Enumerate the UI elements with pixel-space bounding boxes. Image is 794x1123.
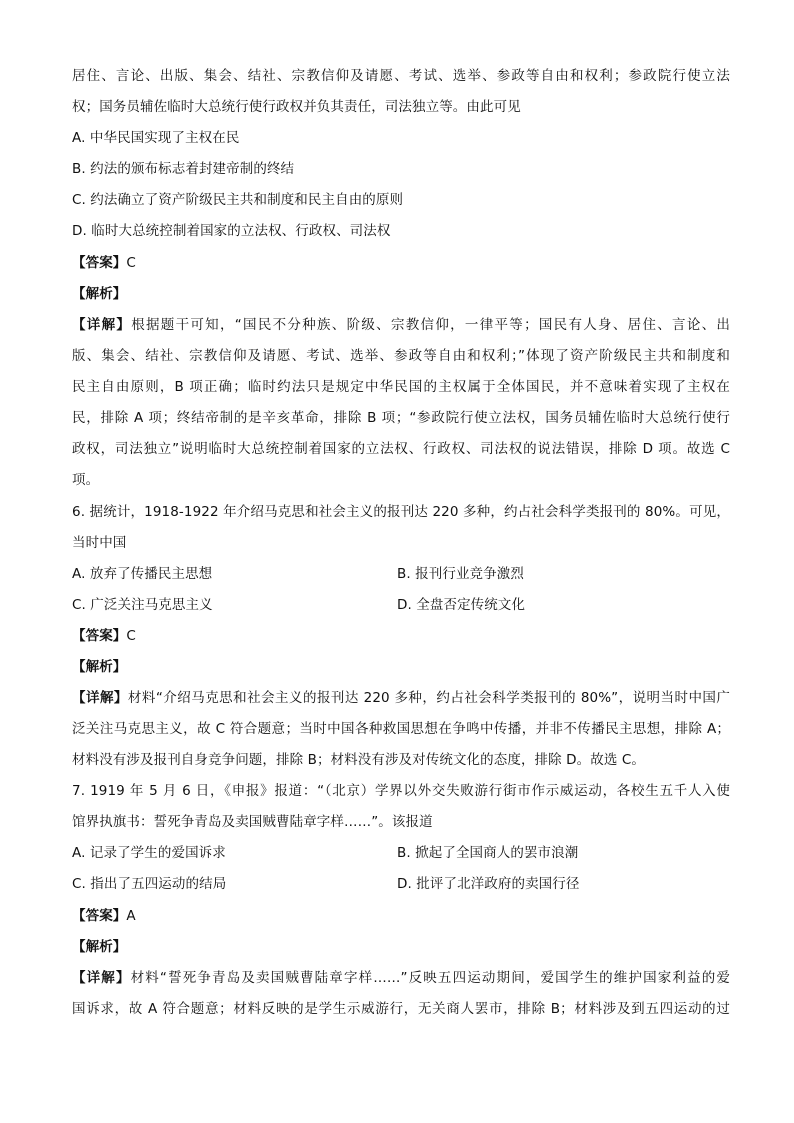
answer-label: 【答案】 <box>72 255 127 271</box>
answer-value: C <box>126 255 136 271</box>
q5-option-d: D. 临时大总统控制着国家的立法权、行政权、司法权 <box>72 223 391 239</box>
q7-stem-line-2: 馆界执旗书：誓死争青岛及卖国贼曹陆章字样……”。该报道 <box>72 814 433 830</box>
q5-analysis-label: 【解析】 <box>72 286 127 302</box>
q7-detail-line-1 <box>72 968 730 988</box>
q6-option-d: D. 全盘否定传统文化 <box>397 597 526 613</box>
q6-option-a: A. 放弃了传播民主思想 <box>72 566 213 582</box>
q5-detail-line-4: 民，排除 A 项；终结帝制的是辛亥革命，排除 B 项；“参政院行使立法权，国务员辅佐临时大总统行使行 <box>72 410 730 426</box>
q5-option-a: A. 中华民国实现了主权在民 <box>72 130 240 146</box>
q6-option-c: C. 广泛关注马克思主义 <box>72 597 213 613</box>
answer-value: C <box>126 628 136 644</box>
q5-answer <box>72 253 136 273</box>
answer-label: 【答案】 <box>72 908 127 924</box>
q7-stem-line-1: 7. 1919 年 5 月 6 日，《申报》报道：“（北京）学界以外交失败游行街市作示威运动，各校生五千人入使 <box>72 783 730 799</box>
detail-label: 【详解】 <box>72 317 132 333</box>
q5-detail-line-1 <box>72 315 730 335</box>
q5-detail-line-5: 政权，司法独立”说明临时大总统控制着国家的立法权、行政权、司法权的说法错误，排除 D 项。故选 C <box>72 441 730 457</box>
q7-option-b: B. 掀起了全国商人的罢市浪潮 <box>397 845 579 861</box>
q7-option-d: D. 批评了北洋政府的卖国行径 <box>397 876 580 892</box>
q7-option-a: A. 记录了学生的爱国诉求 <box>72 845 226 861</box>
q7-answer <box>72 906 136 926</box>
q5-option-c: C. 约法确立了资产阶级民主共和制度和民主自由的原则 <box>72 192 404 208</box>
q6-detail-line-3: 材料没有涉及报刊自身竞争问题，排除 B；材料没有涉及对传统文化的态度，排除 D。故选 C。 <box>72 752 645 768</box>
answer-label: 【答案】 <box>72 628 127 644</box>
q6-answer <box>72 626 136 646</box>
q7-detail-line-2: 国诉求，故 A 符合题意；材料反映的是学生示威游行，无关商人罢市，排除 B；材料涉及到五四运动的过 <box>72 1001 730 1017</box>
detail-text: 根据题干可知，“国民不分种族、阶级、宗教信仰，一律平等；国民有人身、居住、言论、出 <box>131 317 731 333</box>
q6-detail-line-1 <box>72 688 730 708</box>
q5-detail-line-3: 民主自由原则，B 项正确；临时约法只是规定中华民国的主权属于全体国民，并不意味着实现了主权在 <box>72 379 730 395</box>
q5-stem-line-1: 居住、言论、出版、集会、结社、宗教信仰及请愿、考试、选举、参政等自由和权利；参政院行使立法 <box>72 68 730 84</box>
q7-analysis-label: 【解析】 <box>72 939 127 955</box>
detail-text: 材料“誓死争青岛及卖国贼曹陆章字样……”反映五四运动期间，爱国学生的维护国家利益的爱 <box>130 970 730 986</box>
q6-analysis-label: 【解析】 <box>72 659 127 675</box>
q7-option-c: C. 指出了五四运动的结局 <box>72 876 227 892</box>
q6-stem-line-1: 6. 据统计，1918-1922 年介绍马克思和社会主义的报刊达 220 多种，约占社会科学类报刊的 80%。可见， <box>72 504 730 520</box>
q6-option-b: B. 报刊行业竞争激烈 <box>397 566 524 582</box>
q5-detail-line-6: 项。 <box>72 472 100 488</box>
answer-value: A <box>126 908 136 924</box>
q6-stem-line-2: 当时中国 <box>72 535 127 551</box>
detail-label: 【详解】 <box>72 690 128 706</box>
q5-detail-line-2: 版、集会、结社、宗教信仰及请愿、考试、选举、参政等自由和权利；”体现了资产阶级民主共和制度和 <box>72 348 730 364</box>
q6-detail-line-2: 泛关注马克思主义，故 C 符合题意；当时中国各种救国思想在争鸣中传播，并非不传播民主思想，排除 A； <box>72 721 730 737</box>
q5-stem-line-2: 权；国务员辅佐临时大总统行使行政权并负其责任，司法独立等。由此可见 <box>72 99 521 115</box>
q5-option-b: B. 约法的颁布标志着封建帝制的终结 <box>72 161 295 177</box>
detail-label: 【详解】 <box>72 970 131 986</box>
detail-text: 材料“介绍马克思和社会主义的报刊达 220 多种，约占社会科学类报刊的 80%”，说明当时中国广 <box>127 690 730 706</box>
